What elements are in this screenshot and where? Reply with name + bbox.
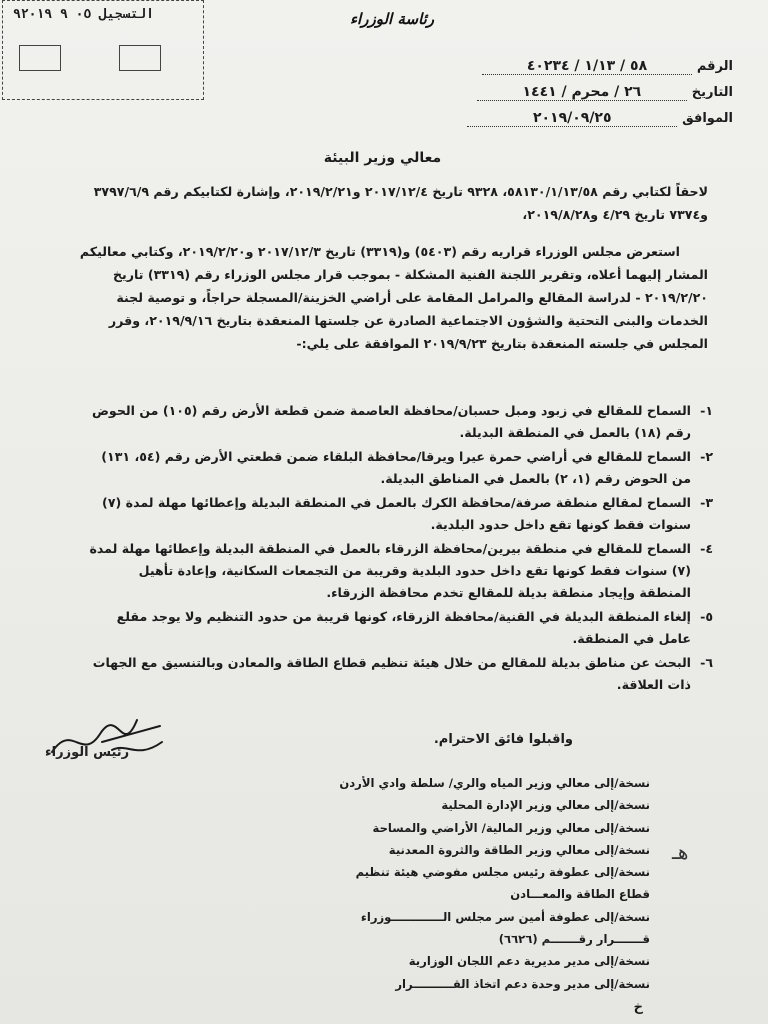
reference-date-row <box>413 84 733 101</box>
list-item-text: السماح للمقالع في أراضي حمرة عيرا ويرقا/محافظة البلقاء ضمن قطعتي الأرض رقم (٥٤، ١٣١) من الحوض رقم (١، ٢) بالعمل في المناطق البديلة. <box>101 449 691 486</box>
reference-corresponding-label: الموافق <box>682 111 733 126</box>
copy-line: نسخة/إلى مدير مديرية دعم اللجان الوزارية <box>408 954 650 969</box>
closing-line: واقبلوا فائق الاحترام. <box>433 732 573 747</box>
list-item-text: البحث عن مناطق بديلة للمقالع من خلال هيئة تنظيم قطاع الطاقة والمعادن وبالتنسيق مع الجهات ذات العلاقة. <box>92 655 691 692</box>
reference-number-label: الرقم <box>696 59 733 74</box>
signature-title: رئيس الوزراء <box>45 745 130 760</box>
reference-date-value: ٢٦ / محرم / ١٤٤١ <box>477 84 687 101</box>
reference-corresponding-row <box>413 110 733 127</box>
decisions-list <box>83 400 713 696</box>
government-logo: رئاسة الوزراء <box>350 10 435 28</box>
copy-line: نسخة/إلى مدير وحدة دعم اتخاذ القــــــــــرار <box>395 976 650 991</box>
copy-line: نسخة/إلى عطوفة أمين سر مجلس الـــــــــــــوزراء <box>360 909 650 924</box>
recipient-title: معالي وزير البيئة <box>323 150 442 166</box>
list-item-number: ٤- <box>700 541 713 556</box>
received-stamp-date: التسجيل ٠٥ ٩ ٩٢٠١٩ <box>13 7 154 22</box>
list-item-number: ١- <box>700 403 713 418</box>
list-item-number: ٣- <box>700 495 713 510</box>
list-item <box>83 446 713 490</box>
list-item <box>83 400 713 444</box>
footer-mark: خ <box>633 1000 643 1015</box>
copy-line: نسخة/إلى معالي وزير الإدارة المحلية <box>441 798 650 813</box>
list-item-text: السماح للمقالع في زبود ومبل حسبان/محافظة العاصمة ضمن قطعة الأرض رقم (١٠٥) من الحوض رقم (١٨) بالعمل في المنطقة البديلة. <box>91 403 691 440</box>
list-item <box>83 538 713 604</box>
body-paragraph-intro: لاحقاً لكتابي رقم ٥٨١٣٠/١/١٣/٥٨، ٩٣٢٨ تاريخ ٢٠١٧/١٢/٤ و٢٠١٩/٢/٢١، وإشارة لكتابيكم رقم ٣٧٩٧/٦/٩ و٧٣٧٤ تاريخ ٤/٢٩ و٢٠١٩/٨/٢٨، <box>93 184 708 222</box>
stamp-field-box <box>119 45 161 71</box>
copy-line: قطاع الطاقة والمعـــادن <box>510 887 650 902</box>
list-item-text: السماح للمقالع في منطقة بيرين/محافظة الزرقاء بالعمل في المنطقة البديلة وإعطائها مهلة لمدة (٧) سنوات فقط كونها تقع داخل حدود البلدية وقريبة من التجمعات السكانية، وإعادة تأهيل المنطقة وإيجاد منطقة بديلة للمقالع تخدم محافظة الزرقاء. <box>89 541 691 600</box>
copies-list <box>210 772 650 995</box>
list-item-number: ٢- <box>700 449 713 464</box>
reference-number-row <box>413 58 733 75</box>
list-item-number: ٦- <box>700 655 713 670</box>
copy-line: قـــــــرار رقـــــــم (٦٦٢٦) <box>498 932 650 947</box>
list-item-text: إلغاء المنطقة البديلة في القنية/محافظة الزرقاء، كونها قريبة من حدود التنظيم ولا يوجد مقلع عامل في المنطقة. <box>116 609 691 646</box>
reference-corresponding-value: ٢٠١٩/٠٩/٢٥ <box>467 110 677 127</box>
reference-number-value: ٥٨ / ١/١٣ / ٤٠٢٣٤ <box>482 58 692 75</box>
copy-line: نسخة/إلى عطوفة رئيس مجلس مفوضي هيئة تنظيم <box>355 865 650 880</box>
list-item <box>83 606 713 650</box>
list-item-text: السماح لمقالع منطقة صرفة/محافظة الكرك بالعمل في المنطقة البديلة وإعطائها مهلة لمدة (٧) سنوات فقط كونها تقع داخل حدود البلدية. <box>102 495 691 532</box>
copy-line: نسخة/إلى معالي وزير المالية/ الأراضي والمساحة <box>372 820 650 835</box>
signature-scribble <box>42 712 172 770</box>
body-paragraph-main: استعرض مجلس الوزراء قراريه رقم (٥٤٠٣) و(٣٣١٩) تاريخ ٢٠١٧/١٢/٣ و٢٠١٩/٢/٢٠، وكتابي معاليكم المشار إليهما أعلاه، وتقرير اللجنة الفنية المشكلة - بموجب قرار مجلس الوزراء رقم (٣٣١٩) تاريخ ٢٠١٩/٢/٢٠ - لدراسة المقالع والمرامل المقامة على أراضي الخزينة/المسجلة حراجاً، و توصية لجنة الخدمات والبنى التحتية والشؤون الاجتماعية الصادرة عن جلستها المنعقدة بتاريخ ٢٠١٩/٩/١٦، وقرر المجلس في جلسته المنعقدة بتاريخ ٢٠١٩/٩/٢٣ الموافقة على يلي:- <box>79 244 708 351</box>
signature-image <box>42 712 172 770</box>
list-item <box>83 652 713 696</box>
list-item-number: ٥- <box>700 609 713 624</box>
copy-line: نسخة/إلى معالي وزير الطاقة والثروة المعدنية <box>388 842 650 857</box>
reference-date-label: التاريخ <box>691 85 733 100</box>
margin-initials: ﻫـ <box>672 840 689 864</box>
received-stamp-box <box>2 0 204 100</box>
list-item <box>83 492 713 536</box>
stamp-field-box <box>19 45 61 71</box>
copy-line: نسخة/إلى معالي وزير المياه والري/ سلطة وادي الأردن <box>339 776 650 790</box>
